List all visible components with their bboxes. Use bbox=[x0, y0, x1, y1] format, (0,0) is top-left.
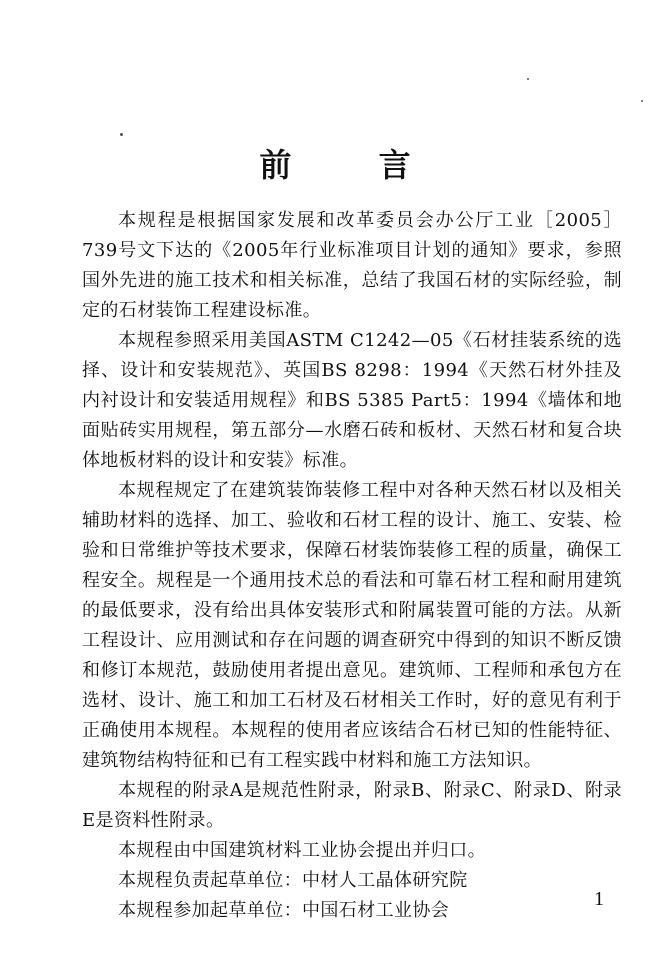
paragraph-3: 本规程规定了在建筑装饰装修工程中对各种天然石材以及相关辅助材料的选择、加工、验收和石材工程的设计、施工、安装、检验和日常维护等技术要求，保障石材装饰装修工程的质量，确保工程安全。规程是一个通用技术总的看法和可靠石材工程和耐用建筑的最低要求，没有给出具体安装形式和附属装置可能的方法。从新工程设计、应用测试和存在问题的调查研究中得到的知识不断反馈和修订本规范，鼓励使用者提出意见。建筑师、工程师和承包方在选材、设计、施工和加工石材及石材相关工作时，好的意见有利于正确使用本规程。本规程的使用者应该结合石材已知的性能特征、建筑物结构特征和已有工程实践中材料和施工方法知识。 bbox=[82, 480, 622, 771]
page-title: 前 言 bbox=[259, 146, 449, 184]
scan-speck bbox=[120, 133, 123, 136]
preface-body bbox=[82, 206, 622, 926]
paragraph-5: 本规程由中国建筑材料工业协会提出并归口。 bbox=[118, 840, 486, 861]
paragraph-6: 本规程负责起草单位：中材人工晶体研究院 bbox=[118, 870, 468, 891]
paragraph-7: 本规程参加起草单位：中国石材工业协会 bbox=[118, 900, 450, 921]
scan-speck bbox=[641, 100, 643, 102]
page-number: 1 bbox=[594, 888, 604, 910]
paragraph-4: 本规程的附录A是规范性附录，附录B、附录C、附录D、附录E是资料性附录。 bbox=[82, 780, 622, 831]
paragraph-2: 本规程参照采用美国ASTM C1242—05《石材挂装系统的选择、设计和安装规范》、英国BS 8298：1994《天然石材外挂及内衬设计和安装适用规程》和BS 5385 Part5：1994《墙体和地面贴砖实用规程，第五部分—水磨石砖和板材、天然石材和复合块体地板材料的设计和安装》标准。 bbox=[82, 330, 622, 471]
scan-speck bbox=[527, 78, 529, 80]
paragraph-1: 本规程是根据国家发展和改革委员会办公厅工业［2005］739号文下达的《2005年行业标准项目计划的通知》要求，参照国外先进的施工技术和相关标准，总结了我国石材的实际经验，制定的石材装饰工程建设标准。 bbox=[82, 210, 622, 321]
